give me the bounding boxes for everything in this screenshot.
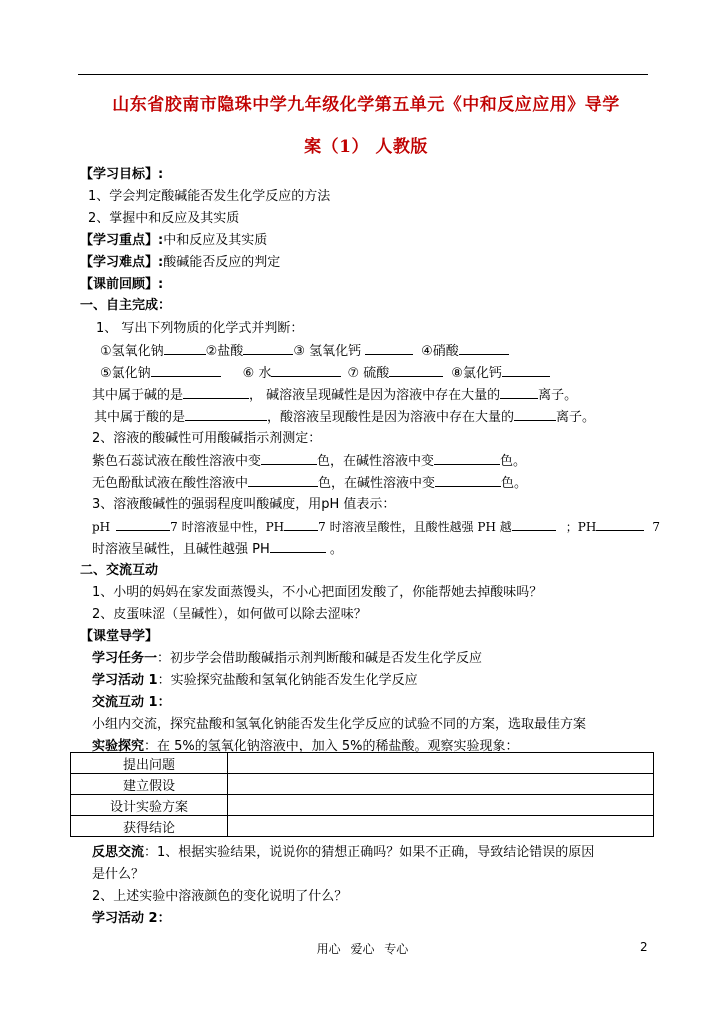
- blank: [512, 517, 556, 531]
- blank: [459, 341, 509, 355]
- acid-text-a: 其中属于酸的是: [94, 410, 186, 425]
- ph-text-b: 7 时溶液显中性，PH: [170, 520, 285, 534]
- difficulty-label: 【学习难点】:: [80, 255, 164, 270]
- blank: [500, 385, 538, 399]
- review-heading: 【课前回顾】:: [80, 277, 164, 292]
- activity1-text: ：实验探究盐酸和氢氧化钠能否发生化学反应: [157, 673, 418, 688]
- page-number: 2: [640, 940, 648, 954]
- litmus-text-c: 色。: [500, 454, 527, 469]
- substances-row-1: [100, 341, 509, 362]
- blank: [271, 363, 341, 377]
- base-text-b: ， 碱溶液呈现碱性是因为溶液中存在大量的: [249, 388, 501, 403]
- ph-text-d: ；PH: [565, 520, 597, 534]
- header-rule: [78, 74, 648, 75]
- litmus-text-b: 色，在碱性溶液中变: [317, 454, 435, 469]
- table-cell-answer[interactable]: [228, 753, 654, 774]
- substance-4: ④硝酸: [421, 344, 459, 359]
- substance-1: ①氢氧化钠: [100, 344, 164, 359]
- table-cell-label: 设计实验方案: [71, 795, 228, 816]
- blank: [365, 341, 413, 355]
- blank: [514, 407, 556, 421]
- substance-6: ⑥ 水: [242, 366, 272, 381]
- experiment-table: [70, 752, 654, 837]
- section2-q2: 2、皮蛋味涩（呈碱性），如何做可以除去涩味？: [92, 607, 367, 622]
- blank: [248, 473, 318, 487]
- blank: [435, 473, 501, 487]
- blank: [502, 363, 550, 377]
- blank: [183, 385, 249, 399]
- footer-slogan: 用心 爱心 专心: [316, 942, 409, 956]
- blank: [185, 407, 267, 421]
- table-cell-label: 建立假设: [71, 774, 228, 795]
- phenol-question: [92, 473, 527, 494]
- table-cell-answer[interactable]: [228, 774, 654, 795]
- base-question: [92, 385, 577, 406]
- reflection-text-1: ：1、根据实验结果，说说你的猜想正确吗？如果不正确，导致结论错误的原因: [144, 845, 595, 860]
- ph-question-2: [92, 539, 343, 560]
- activity1-label: 学习活动 1: [92, 673, 158, 688]
- ph2-text-a: 时溶液呈碱性，且碱性越强 PH: [92, 542, 270, 557]
- substance-2: ②盐酸: [205, 344, 244, 359]
- blank: [596, 517, 644, 531]
- section1-heading: 一、自主完成：: [80, 298, 172, 313]
- section1-q2: 2、溶液的酸碱性可用酸碱指示剂测定：: [92, 431, 322, 446]
- blank: [164, 341, 206, 355]
- reflection-label: 反思交流: [92, 845, 145, 860]
- blank: [389, 363, 443, 377]
- experiment-text: ：在 5%的氢氧化钠溶液中，加入 5%的稀盐酸。观察实验现象：: [144, 739, 519, 754]
- section1-q3: 3、溶液酸碱性的强弱程度叫酸碱度，用pH 值表示：: [92, 497, 396, 512]
- blank: [284, 517, 318, 531]
- substance-3: ③ 氢氧化钙: [293, 344, 362, 359]
- ph2-text-b: 。: [325, 542, 343, 557]
- substances-row-2: [100, 363, 550, 384]
- task1-label: 学习任务一: [92, 651, 158, 666]
- page-title-line2: 案（1） 人教版: [304, 137, 428, 157]
- phenol-text-c: 色。: [501, 476, 528, 491]
- acid-text-b: ，酸溶液呈现酸性是因为溶液中存在大量的: [267, 410, 515, 425]
- phenol-text-a: 无色酚酞试液在酸性溶液中: [92, 476, 249, 491]
- reflection-text-2: 是什么？: [92, 867, 145, 882]
- table-row: [71, 753, 654, 774]
- table-cell-answer[interactable]: [228, 816, 654, 837]
- exchange-label: 交流互动 1：: [92, 695, 171, 710]
- substance-5: ⑤氯化钠: [100, 366, 151, 381]
- goal-item-1: 1、学会判定酸碱能否发生化学反应的方法: [88, 189, 331, 204]
- substance-8: ⑧氯化钙: [451, 366, 502, 381]
- experiment-label: 实验探究: [92, 739, 145, 754]
- blank: [270, 539, 326, 553]
- table-cell-answer[interactable]: [228, 795, 654, 816]
- class-guide-heading: 【课堂导学】: [80, 629, 159, 644]
- table-row: [71, 774, 654, 795]
- blank: [151, 363, 221, 377]
- ph-text-c: 7 时溶液呈酸性，且酸性越强 PH 越: [318, 520, 512, 534]
- table-row: [71, 795, 654, 816]
- difficulty-text: 酸碱能否反应的判定: [163, 255, 281, 270]
- ph-text-e: 7: [652, 520, 660, 534]
- substance-7: ⑦ 硫酸: [347, 366, 390, 381]
- ph-text-a: pH: [92, 520, 111, 534]
- litmus-text-a: 紫色石蕊试液在酸性溶液中变: [92, 454, 262, 469]
- table-row: [71, 816, 654, 837]
- page-title-line1: 山东省胶南市隐珠中学九年级化学第五单元《中和反应应用》导学: [112, 95, 620, 115]
- phenol-text-b: 色，在碱性溶液中变: [318, 476, 436, 491]
- reflection: [92, 843, 594, 863]
- key-point: [80, 231, 267, 251]
- task1-text: ：初步学会借助酸碱指示剂判断酸和碱是否发生化学反应: [157, 651, 483, 666]
- table-cell-label: 获得结论: [71, 816, 228, 837]
- key-point-text: 中和反应及其实质: [163, 233, 268, 248]
- key-point-label: 【学习重点】:: [80, 233, 164, 248]
- base-text-a: 其中属于碱的是: [92, 388, 184, 403]
- blank: [243, 341, 293, 355]
- ph-question: [92, 517, 660, 537]
- task1: [92, 649, 482, 669]
- base-text-c: 离子。: [538, 388, 578, 403]
- blank: [261, 451, 317, 465]
- activity1: [92, 671, 418, 691]
- acid-text-c: 离子。: [556, 410, 596, 425]
- section1-q1: 1、 写出下列物质的化学式并判断：: [96, 321, 304, 336]
- goal-item-2: 2、掌握中和反应及其实质: [88, 211, 240, 226]
- exchange-text: 小组内交流，探究盐酸和氢氧化钠能否发生化学反应的试验不同的方案，选取最佳方案: [92, 717, 587, 732]
- section2-heading: 二、交流互动: [80, 563, 159, 578]
- blank: [434, 451, 500, 465]
- difficulty: [80, 253, 280, 273]
- acid-question: [94, 407, 595, 428]
- litmus-question: [92, 451, 526, 472]
- activity2-label: 学习活动 2：: [92, 911, 171, 926]
- blank: [116, 517, 170, 531]
- table-cell-label: 提出问题: [71, 753, 228, 774]
- goals-heading: 【学习目标】:: [80, 167, 164, 182]
- reflection-q2: 2、上述实验中溶液颜色的变化说明了什么？: [92, 889, 348, 904]
- section2-q1: 1、小明的妈妈在家发面蒸馒头，不小心把面团发酸了，你能帮她去掉酸味吗？: [92, 585, 543, 600]
